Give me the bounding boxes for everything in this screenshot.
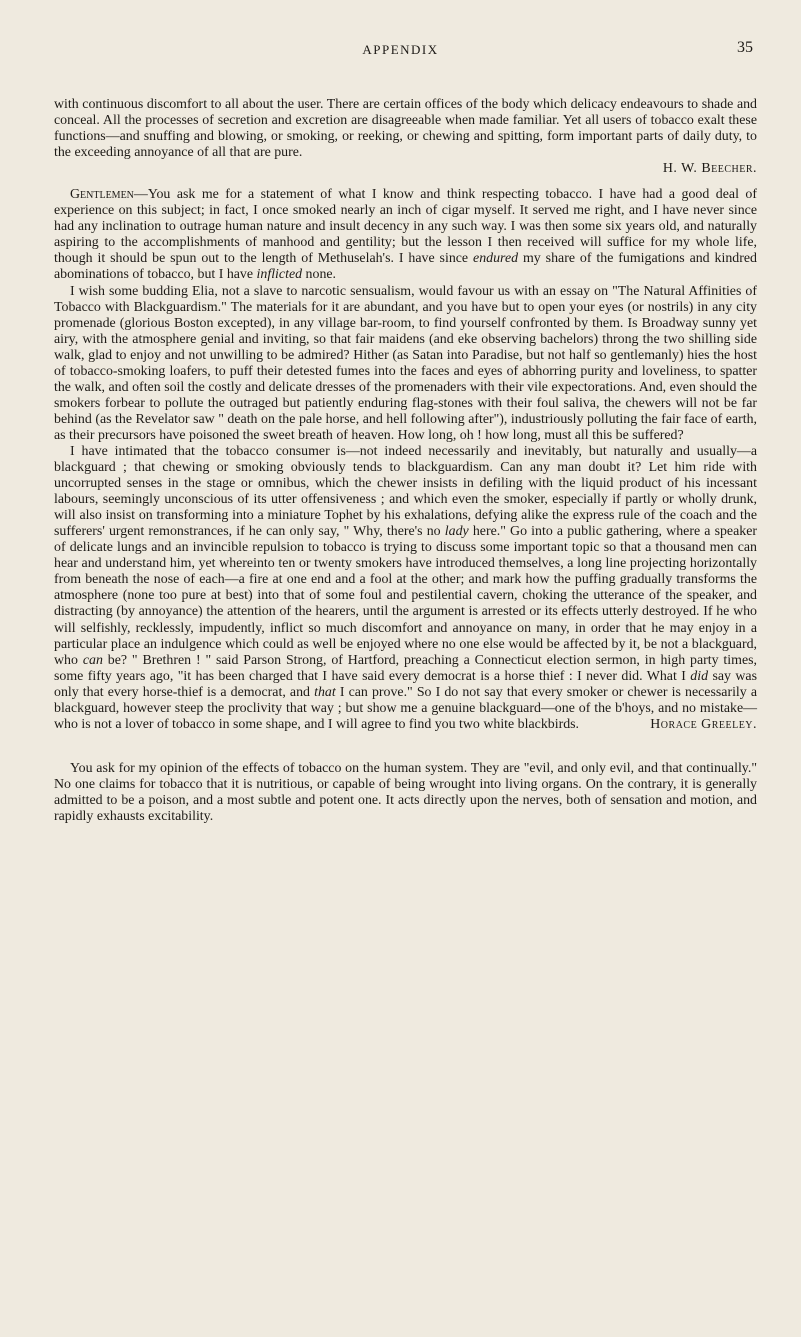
emphasis-lady: lady — [444, 524, 469, 540]
closing-paragraph: You ask for my opinion of the effects of tobacco on the human system. They are "evil, and only evil, and that continually." No one claims for tobacco that it is nutritious, or capable of being wrought into living organs. On the contrary, it is generally admitted to be a poison, and a most subtle and potent one. It acts directly upon the nerves, both of sensation and motion, and rapidly exhausts excitability. — [54, 760, 757, 825]
greeley-p3-a: I have intimated that the tobacco consumer is—not indeed necessarily and inevitably, but naturally and usually—a blackguard ; that chewing or smoking obviously tends to blackguardism. Can any man doubt it? Let him ride with uncorrupted senses in the stage or omnibus, which the chewer insists in defiling with the liquid product of his incessant labours, seemingly unconscious of its utter offensiveness ; and which even the smoker, especially if partly or wholly drunk, will also insist on transforming into a miniature Tophet by his exhalations, defying alike the express rule of the coach and the sufferers' urgent remonstrances, if he can only say, " Why, there's no — [54, 443, 757, 540]
greeley-p3-d: say was only that every horse-thief is a democrat, and — [54, 668, 757, 700]
greeley-signature: Horace Greeley. — [650, 716, 757, 732]
beecher-signature: H. W. Beecher. — [662, 161, 757, 177]
emphasis-that: that — [314, 684, 336, 700]
greeley-p1-text: —You ask me for a statement of what I know and think respecting tobacco. I have had a good deal of experience on this subject; in fact, I once smoked nearly an inch of cigar myself. It served me right, and I have never since had any inclination to outrage human nature and insult decency in any such way. I was then some six years old, and naturally aspiring to the accomplishments of manhood and gentility; but the lesson I then received will suffice for my whole life, though it should be spun out to the length of Methuselah's. I have since — [54, 187, 757, 267]
page-header — [0, 39, 801, 64]
section-gap — [54, 743, 757, 761]
page-body — [54, 97, 757, 825]
greeley-p1-mid: my share of the fumigations and kindred abominations of tobacco, but I have — [54, 251, 757, 283]
greeley-paragraph-1 — [54, 187, 757, 283]
salutation: Gentlemen — [70, 187, 134, 203]
beecher-paragraph: with continuous discomfort to all about the user. There are certain offices of the body which delicacy endeavours to shade and conceal. All the processes of secretion and excretion are disagreeable when made familiar. Yet all users of tobacco exalt these functions—and snuffing and blowing, or smoking, or reeking, or chewing and spitting, form important parts of daily duty, to the exceeding annoyance of all that are pure. — [54, 97, 757, 161]
greeley-p3-c: be? " Brethren ! " said Parson Strong, of Hartford, preaching a Connecticut election sermon, in high party times, some fifty years ago, "it has been charged that I have said every democrat is a horse thief : I never did. What I — [54, 652, 757, 684]
greeley-p1-end: none. — [305, 267, 337, 283]
greeley-paragraph-2: I wish some budding Elia, not a slave to narcotic sensualism, would favour us with an essay on "The Natural Affinities of Tobacco with Blackguardism." The materials for it are abundant, and you have but to open your eyes (or nostrils) in any city promenade (glorious Boston excepted), in any village bar-room, to find yourself confronted by them. Is Broadway sunny yet airy, with the atmosphere genial and inviting, so that fair maidens (and eke observing bachelors) throng the two shilling side walk, glad to enjoy and not unwilling to be admired? Hither (as Satan into Paradise, but not half so gentlemanly) hies the host of tobacco-smoking loafers, to puff their detested fumes into the faces and eyes of abhorring purity and loveliness, to spatter the walk, and often soil the costly and delicate dresses of the promenaders with their vile expectorations. And, even should the smokers forbear to pollute the outraged but patiently enduring flag-stones with their foul saliva, the chewers will not be far behind (as the Revelator saw " death on the pale horse, and hell following after"), industriously polluting the fair face of earth, as their precursors have poisoned the sweet breath of heaven. How long, oh ! how long, must all this be suffered? — [54, 283, 757, 443]
greeley-p3-e: I can prove." So I do not say that every smoker or chewer is necessarily a blackguard, however steep the proclivity that way ; but show me a genuine blackguard—one of the b'hoys, and no mistake—who is not a lover of tobacco in some shape, and I will agree to find you two white blackbirds. — [54, 684, 758, 732]
greeley-p3-b: here." Go into a public gathering, where a speaker of delicate lungs and an invincible repulsion to tobacco is trying to discuss some important topic so that a thousand men can hear and understand him, yet whereinto ten or twenty smokers have introduced themselves, a long line projecting horizontally from beneath the nose of each—a fire at one end and a fool at the other; and mark how the puffing gradually transforms the atmosphere (none too pure at best) into that of some foul and pestilential cavern, choking the utterance of the speaker, and distracting (by annoyance) the attention of the hearers, until the argument is arrested or its effects utterly destroyed. If he who will selfishly, recklessly, impudently, inflict so much discomfort and annoyance on many, in order that he may enjoy in a particular place an indulgence which could as well be enjoyed where no one else would be affected by it, be not a blackguard, who — [54, 524, 757, 668]
greeley-paragraph-3 — [54, 444, 757, 733]
emphasis-can: can — [82, 652, 103, 668]
emphasis-did: did — [690, 668, 709, 684]
emphasis-inflicted: inflicted — [256, 267, 303, 283]
emphasis-endured: endured — [473, 251, 519, 267]
running-head: APPENDIX — [362, 42, 439, 57]
page-number: 35 — [737, 39, 753, 56]
